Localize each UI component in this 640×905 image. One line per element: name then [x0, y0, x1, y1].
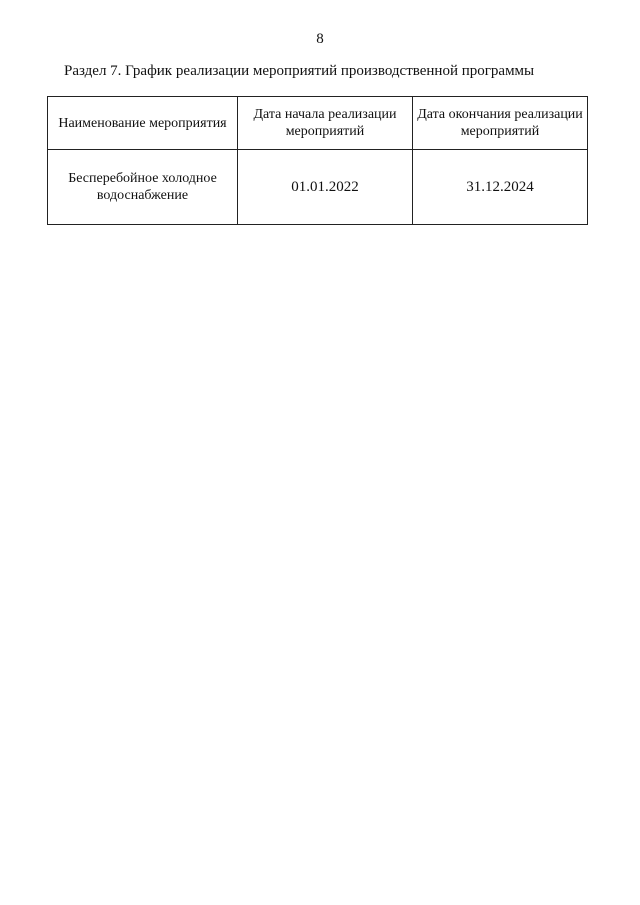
- cell-end-date: 31.12.2024: [413, 150, 588, 225]
- header-activity-name: Наименование мероприятия: [48, 97, 238, 150]
- cell-start-date: 01.01.2022: [238, 150, 413, 225]
- schedule-table: [47, 96, 588, 225]
- table-row: [48, 150, 588, 225]
- cell-activity-name: Бесперебойное холодное водоснабжение: [48, 150, 238, 225]
- page-number: 8: [316, 31, 324, 47]
- table-header-row: [48, 97, 588, 150]
- header-start-date: Дата начала реализации мероприятий: [238, 97, 413, 150]
- header-end-date: Дата окончания реализации мероприятий: [413, 97, 588, 150]
- section-title: Раздел 7. График реализации мероприятий производственной программы: [64, 63, 535, 79]
